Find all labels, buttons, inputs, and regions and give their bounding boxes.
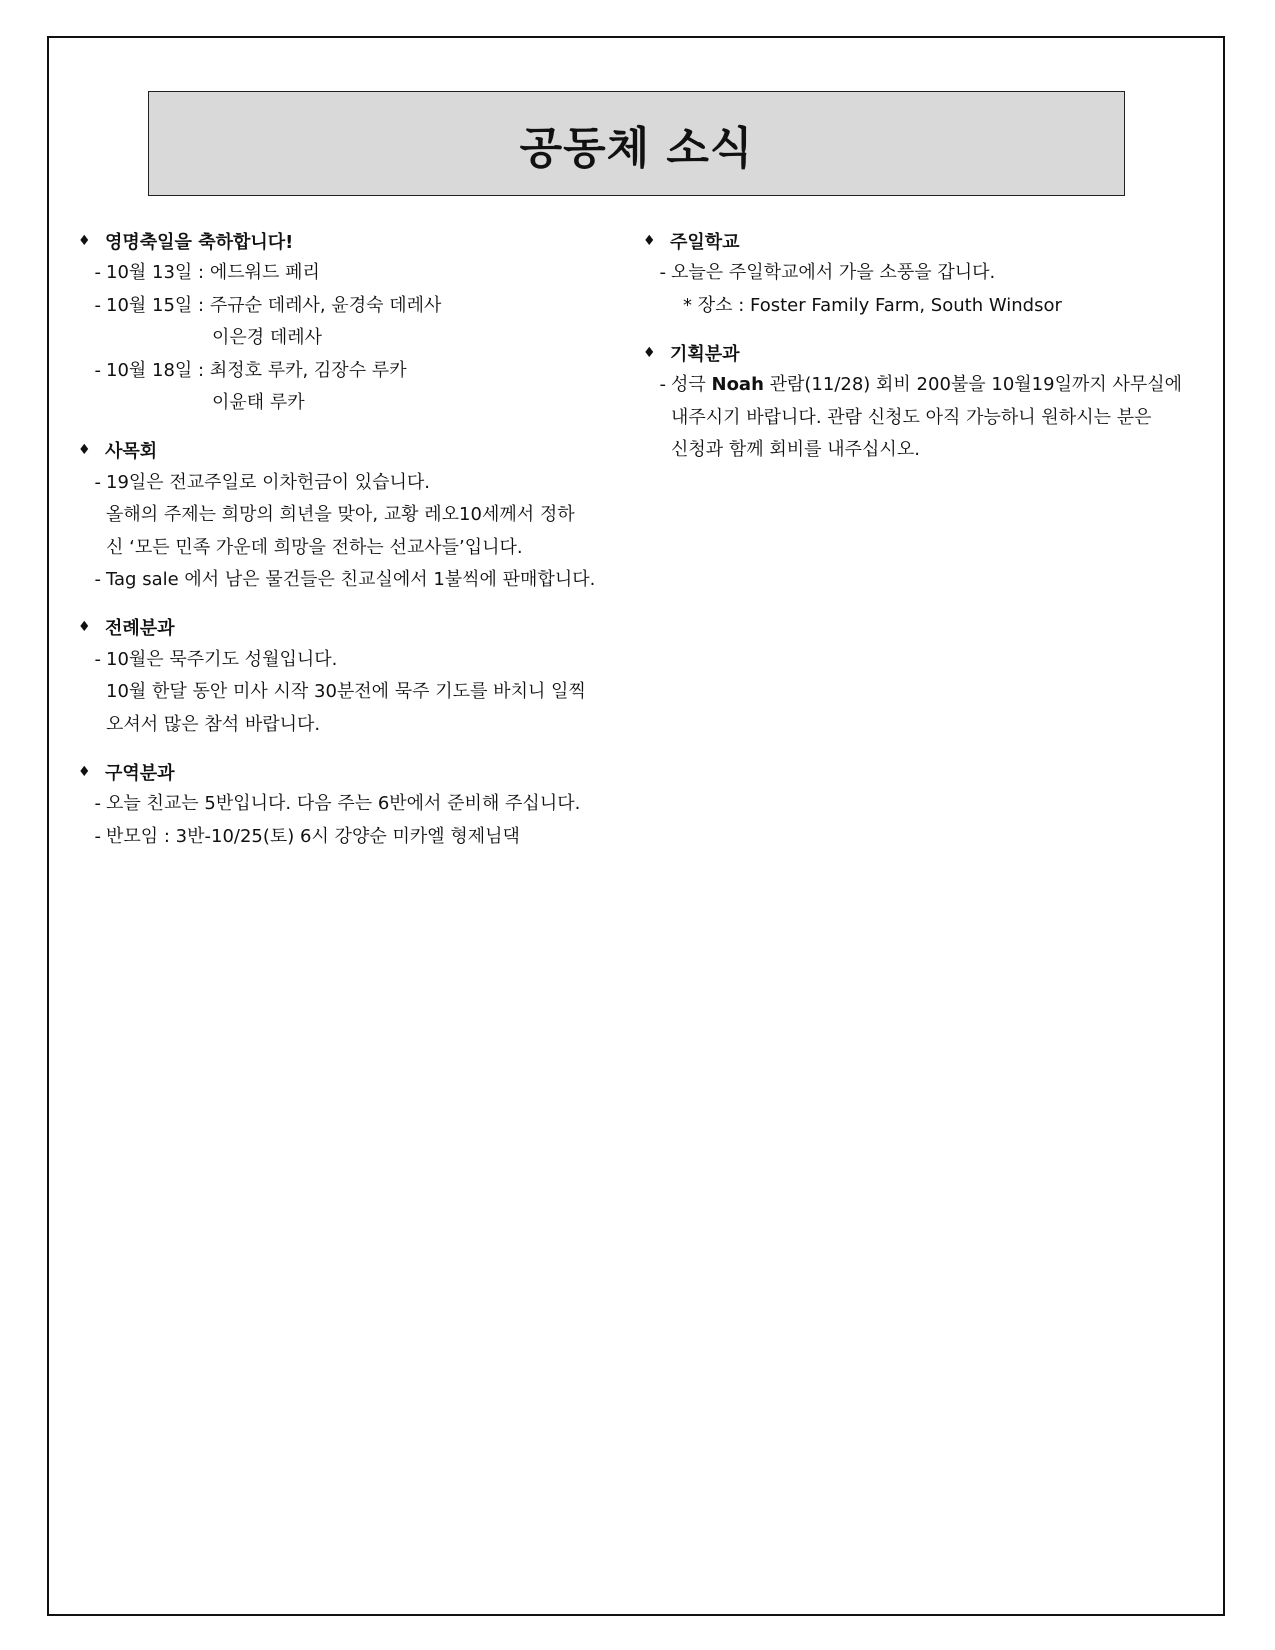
list-item-continuation: 오셔서 많은 참석 바랍니다. [106,713,321,735]
list-item-continuation: 신 ‘모든 민족 가운데 희망을 전하는 선교사들’입니다. [106,536,523,558]
title-banner [148,91,1125,196]
list-item: - 10월은 묵주기도 성월입니다. [94,648,338,670]
list-item-continuation: 올해의 주제는 희망의 희년을 맞아, 교황 레오10세께서 정하 [106,504,575,525]
list-item: - 10월 18일 : 최정호 루카, 김장수 루카 [94,359,407,381]
list-item-continuation: 신청과 함께 회비를 내주십시오. [671,439,920,460]
section-heading: ♦ 기획분과 [643,343,740,365]
section-liturgy [78,611,638,742]
right-column [643,224,1203,481]
section-sunday-school [643,224,1203,322]
section-heading: ♦ 주일학교 [643,231,740,253]
section-heading: ♦ 사목회 [78,441,158,462]
section-heading: ♦ 구역분과 [78,762,175,784]
section-feast-days [78,224,638,420]
list-item: - 10월 13일 : 에드워드 페리 [94,262,320,283]
list-item: - 오늘 친교는 5반입니다. 다음 주는 6반에서 준비해 주십니다. [94,793,581,814]
list-item: - 오늘은 주일학교에서 가을 소풍을 갑니다. [659,262,996,283]
list-item-continuation: 10월 한달 동안 미사 시작 30분전에 묵주 기도를 바치니 일찍 [106,681,586,702]
list-item: - 성극 Noah 관람(11/28) 회비 200불을 10월19일까지 사무실에 [659,374,1183,395]
list-item-note: * 장소 : Foster Family Farm, South Windsor [683,294,1062,316]
diamond-bullet-icon: ♦ [78,442,91,458]
diamond-bullet-icon: ♦ [78,232,91,249]
list-item: - Tag sale 에서 남은 물건들은 친교실에서 1불씩에 판매합니다. [94,569,596,590]
section-heading: ♦ 전례분과 [78,618,175,639]
list-item: - 반모임 : 3반-10/25(토) 6시 강양순 미카엘 형제님댁 [94,825,520,847]
list-item-continuation: 이은경 데레사 [212,327,323,348]
section-heading: ♦ 영명축일을 축하합니다! [78,231,294,253]
section-parish-council [78,434,638,597]
section-district [78,755,638,853]
diamond-bullet-icon: ♦ [78,763,91,780]
diamond-bullet-icon: ♦ [643,344,656,361]
list-item: - 10월 15일 : 주규순 데레사, 윤경숙 데레사 [94,294,442,316]
list-item-continuation: 내주시기 바랍니다. 관람 신청도 아직 가능하니 원하시는 분은 [671,406,1152,428]
list-item: - 19일은 전교주일로 이차헌금이 있습니다. [94,471,430,493]
diamond-bullet-icon: ♦ [643,232,656,249]
list-item-continuation: 이윤태 루카 [212,392,305,413]
left-column [78,224,638,867]
diamond-bullet-icon: ♦ [78,619,91,635]
page-title: 공동체 소식 [519,122,754,174]
section-planning [643,336,1203,467]
